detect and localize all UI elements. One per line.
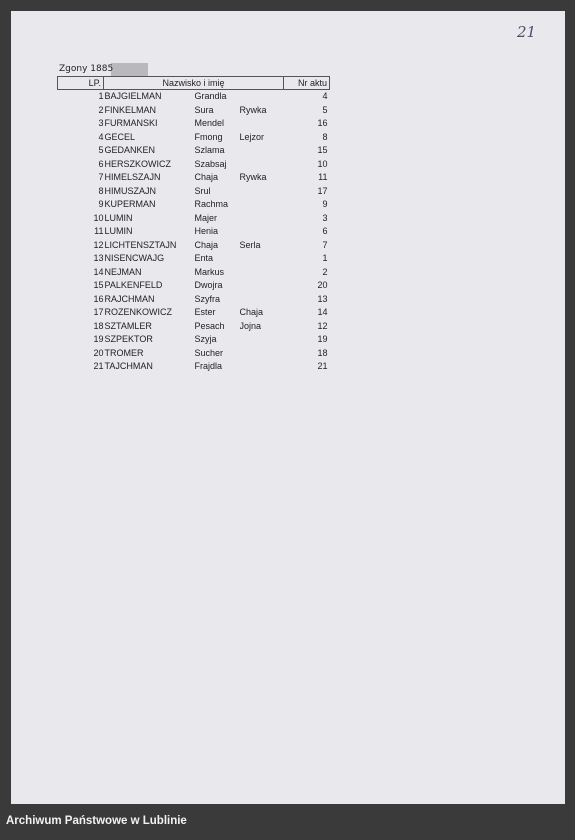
- row-number: 15: [93, 280, 104, 290]
- table-row: [58, 279, 330, 293]
- second-name-cell: [240, 212, 284, 226]
- act-number-cell: 14: [317, 307, 328, 317]
- second-name-cell: Serla: [239, 239, 261, 250]
- act-number-cell: 1: [322, 253, 328, 263]
- surname-cell: FURMANSKI: [104, 118, 158, 128]
- second-name-cell: [240, 347, 284, 361]
- surname-cell: NEJMAN: [104, 266, 142, 277]
- table-row: [58, 333, 330, 347]
- act-number-cell: 4: [322, 91, 328, 101]
- row-number: 17: [93, 307, 104, 317]
- surname-cell: HERSZKOWICZ: [104, 158, 171, 169]
- surname-cell: LUMIN: [104, 212, 133, 223]
- first-name-cell: Chaja: [194, 172, 219, 182]
- act-number-cell: 9: [322, 199, 328, 209]
- act-number-cell: 19: [317, 334, 328, 344]
- second-name-cell: Rywka: [239, 104, 267, 115]
- row-number: 12: [93, 239, 104, 250]
- first-name-cell: Ester: [194, 307, 216, 317]
- second-name-cell: [240, 144, 284, 158]
- first-name-cell: Szlama: [194, 145, 225, 155]
- act-number-cell: 11: [318, 172, 328, 182]
- table-row: [58, 90, 330, 104]
- surname-cell: HIMUSZAJN: [104, 185, 156, 196]
- second-name-cell: [240, 158, 284, 172]
- sheet-title-text: Zgony 1885: [59, 64, 114, 74]
- first-name-cell: Srul: [194, 185, 211, 196]
- second-name-cell: [240, 333, 284, 347]
- table-row: [58, 225, 330, 239]
- row-number: 19: [93, 334, 104, 344]
- sheet-title: [58, 63, 148, 76]
- table-row: [58, 131, 330, 145]
- header-lp: LP.: [58, 77, 104, 90]
- first-name-cell: Sucher: [194, 347, 224, 358]
- second-name-cell: Jojna: [239, 320, 262, 331]
- surname-cell: RAJCHMAN: [104, 293, 155, 304]
- document-page: [11, 11, 565, 804]
- act-number-cell: 3: [322, 212, 328, 223]
- row-number: 5: [98, 145, 104, 155]
- act-number-cell: 17: [317, 185, 328, 196]
- act-number-cell: 13: [317, 293, 328, 304]
- act-number-cell: 18: [317, 347, 328, 358]
- act-number-cell: 16: [317, 118, 328, 128]
- row-number: 4: [98, 131, 104, 142]
- row-number: 13: [93, 253, 104, 263]
- row-number: 18: [93, 320, 104, 331]
- table-row: [58, 252, 330, 266]
- act-number-cell: 12: [317, 320, 328, 331]
- surname-cell: LICHTENSZTAJN: [104, 239, 177, 250]
- table-row: [58, 158, 330, 172]
- first-name-cell: Mendel: [194, 118, 225, 128]
- second-name-cell: [240, 279, 284, 293]
- table-row: [58, 306, 330, 320]
- second-name-cell: [240, 90, 284, 104]
- second-name-cell: [240, 198, 284, 212]
- table-header-row: [58, 77, 330, 90]
- surname-cell: GECEL: [104, 131, 136, 142]
- table-row: [58, 360, 330, 374]
- table-row: [58, 320, 330, 334]
- second-name-cell: [240, 117, 284, 131]
- first-name-cell: Szyfra: [194, 293, 221, 304]
- surname-cell: FINKELMAN: [104, 104, 157, 115]
- row-number: 8: [98, 185, 104, 196]
- table-row: [58, 117, 330, 131]
- act-number-cell: 20: [317, 280, 328, 290]
- first-name-cell: Rachma: [194, 199, 229, 209]
- title-highlight: [111, 63, 148, 76]
- row-number: 7: [98, 172, 104, 182]
- surname-cell: KUPERMAN: [104, 199, 156, 209]
- act-number-cell: 21: [317, 361, 328, 371]
- table-row: [58, 212, 330, 226]
- table-row: [58, 198, 330, 212]
- first-name-cell: Majer: [194, 212, 218, 223]
- second-name-cell: [240, 266, 284, 280]
- first-name-cell: Szabsaj: [194, 158, 227, 169]
- second-name-cell: Rywka: [239, 172, 267, 182]
- surname-cell: GEDANKEN: [104, 145, 156, 155]
- second-name-cell: [240, 252, 284, 266]
- surname-cell: LUMIN: [104, 226, 133, 236]
- first-name-cell: Frajdla: [194, 361, 223, 371]
- header-nr: Nr aktu: [284, 77, 330, 90]
- table-row: [58, 144, 330, 158]
- row-number: 16: [93, 293, 104, 304]
- second-name-cell: Chaja: [239, 307, 264, 317]
- table-row: [58, 104, 330, 118]
- first-name-cell: Sura: [194, 104, 214, 115]
- row-number: 9: [98, 199, 104, 209]
- first-name-cell: Henia: [194, 226, 219, 236]
- second-name-cell: [240, 185, 284, 199]
- table-row: [58, 185, 330, 199]
- act-number-cell: 6: [322, 226, 328, 236]
- first-name-cell: Enta: [194, 253, 214, 263]
- row-number: 3: [98, 118, 104, 128]
- first-name-cell: Fmong: [194, 131, 223, 142]
- second-name-cell: [240, 225, 284, 239]
- table-row: [58, 347, 330, 361]
- act-number-cell: 7: [322, 239, 328, 250]
- surname-cell: SZPEKTOR: [104, 334, 153, 344]
- table-body: [58, 90, 330, 374]
- row-number: 6: [98, 158, 104, 169]
- first-name-cell: Pesach: [194, 320, 225, 331]
- act-number-cell: 8: [322, 131, 328, 142]
- first-name-cell: Chaja: [194, 239, 219, 250]
- act-number-cell: 5: [322, 104, 328, 115]
- surname-cell: HIMELSZAJN: [104, 172, 161, 182]
- surname-cell: SZTAMLER: [104, 320, 152, 331]
- table-row: [58, 239, 330, 253]
- first-name-cell: Dwojra: [194, 280, 223, 290]
- records-table: [57, 76, 330, 374]
- act-number-cell: 2: [322, 266, 328, 277]
- surname-cell: NISENCWAJG: [104, 253, 165, 263]
- row-number: 2: [98, 104, 104, 115]
- act-number-cell: 15: [317, 145, 328, 155]
- first-name-cell: Markus: [194, 266, 225, 277]
- second-name-cell: [240, 360, 284, 374]
- act-number-cell: 10: [317, 158, 328, 169]
- surname-cell: ROZENKOWICZ: [104, 307, 172, 317]
- table-row: [58, 171, 330, 185]
- first-name-cell: Grandla: [194, 91, 227, 101]
- surname-cell: TAJCHMAN: [104, 361, 153, 371]
- row-number: 1: [98, 91, 104, 101]
- second-name-cell: [240, 293, 284, 307]
- surname-cell: PALKENFELD: [104, 280, 163, 290]
- row-number: 11: [94, 226, 104, 236]
- surname-cell: TROMER: [104, 347, 144, 358]
- row-number: 10: [93, 212, 104, 223]
- page-number: 21: [517, 23, 537, 41]
- row-number: 21: [93, 361, 104, 371]
- row-number: 20: [93, 347, 104, 358]
- row-number: 14: [93, 266, 104, 277]
- surname-cell: BAJGIELMAN: [104, 91, 162, 101]
- second-name-cell: Lejzor: [239, 131, 265, 142]
- archive-footer: Archiwum Państwowe w Lublinie: [6, 815, 187, 827]
- table-row: [58, 266, 330, 280]
- table-row: [58, 293, 330, 307]
- first-name-cell: Szyja: [194, 334, 217, 344]
- header-name: Nazwisko i imię: [104, 77, 284, 90]
